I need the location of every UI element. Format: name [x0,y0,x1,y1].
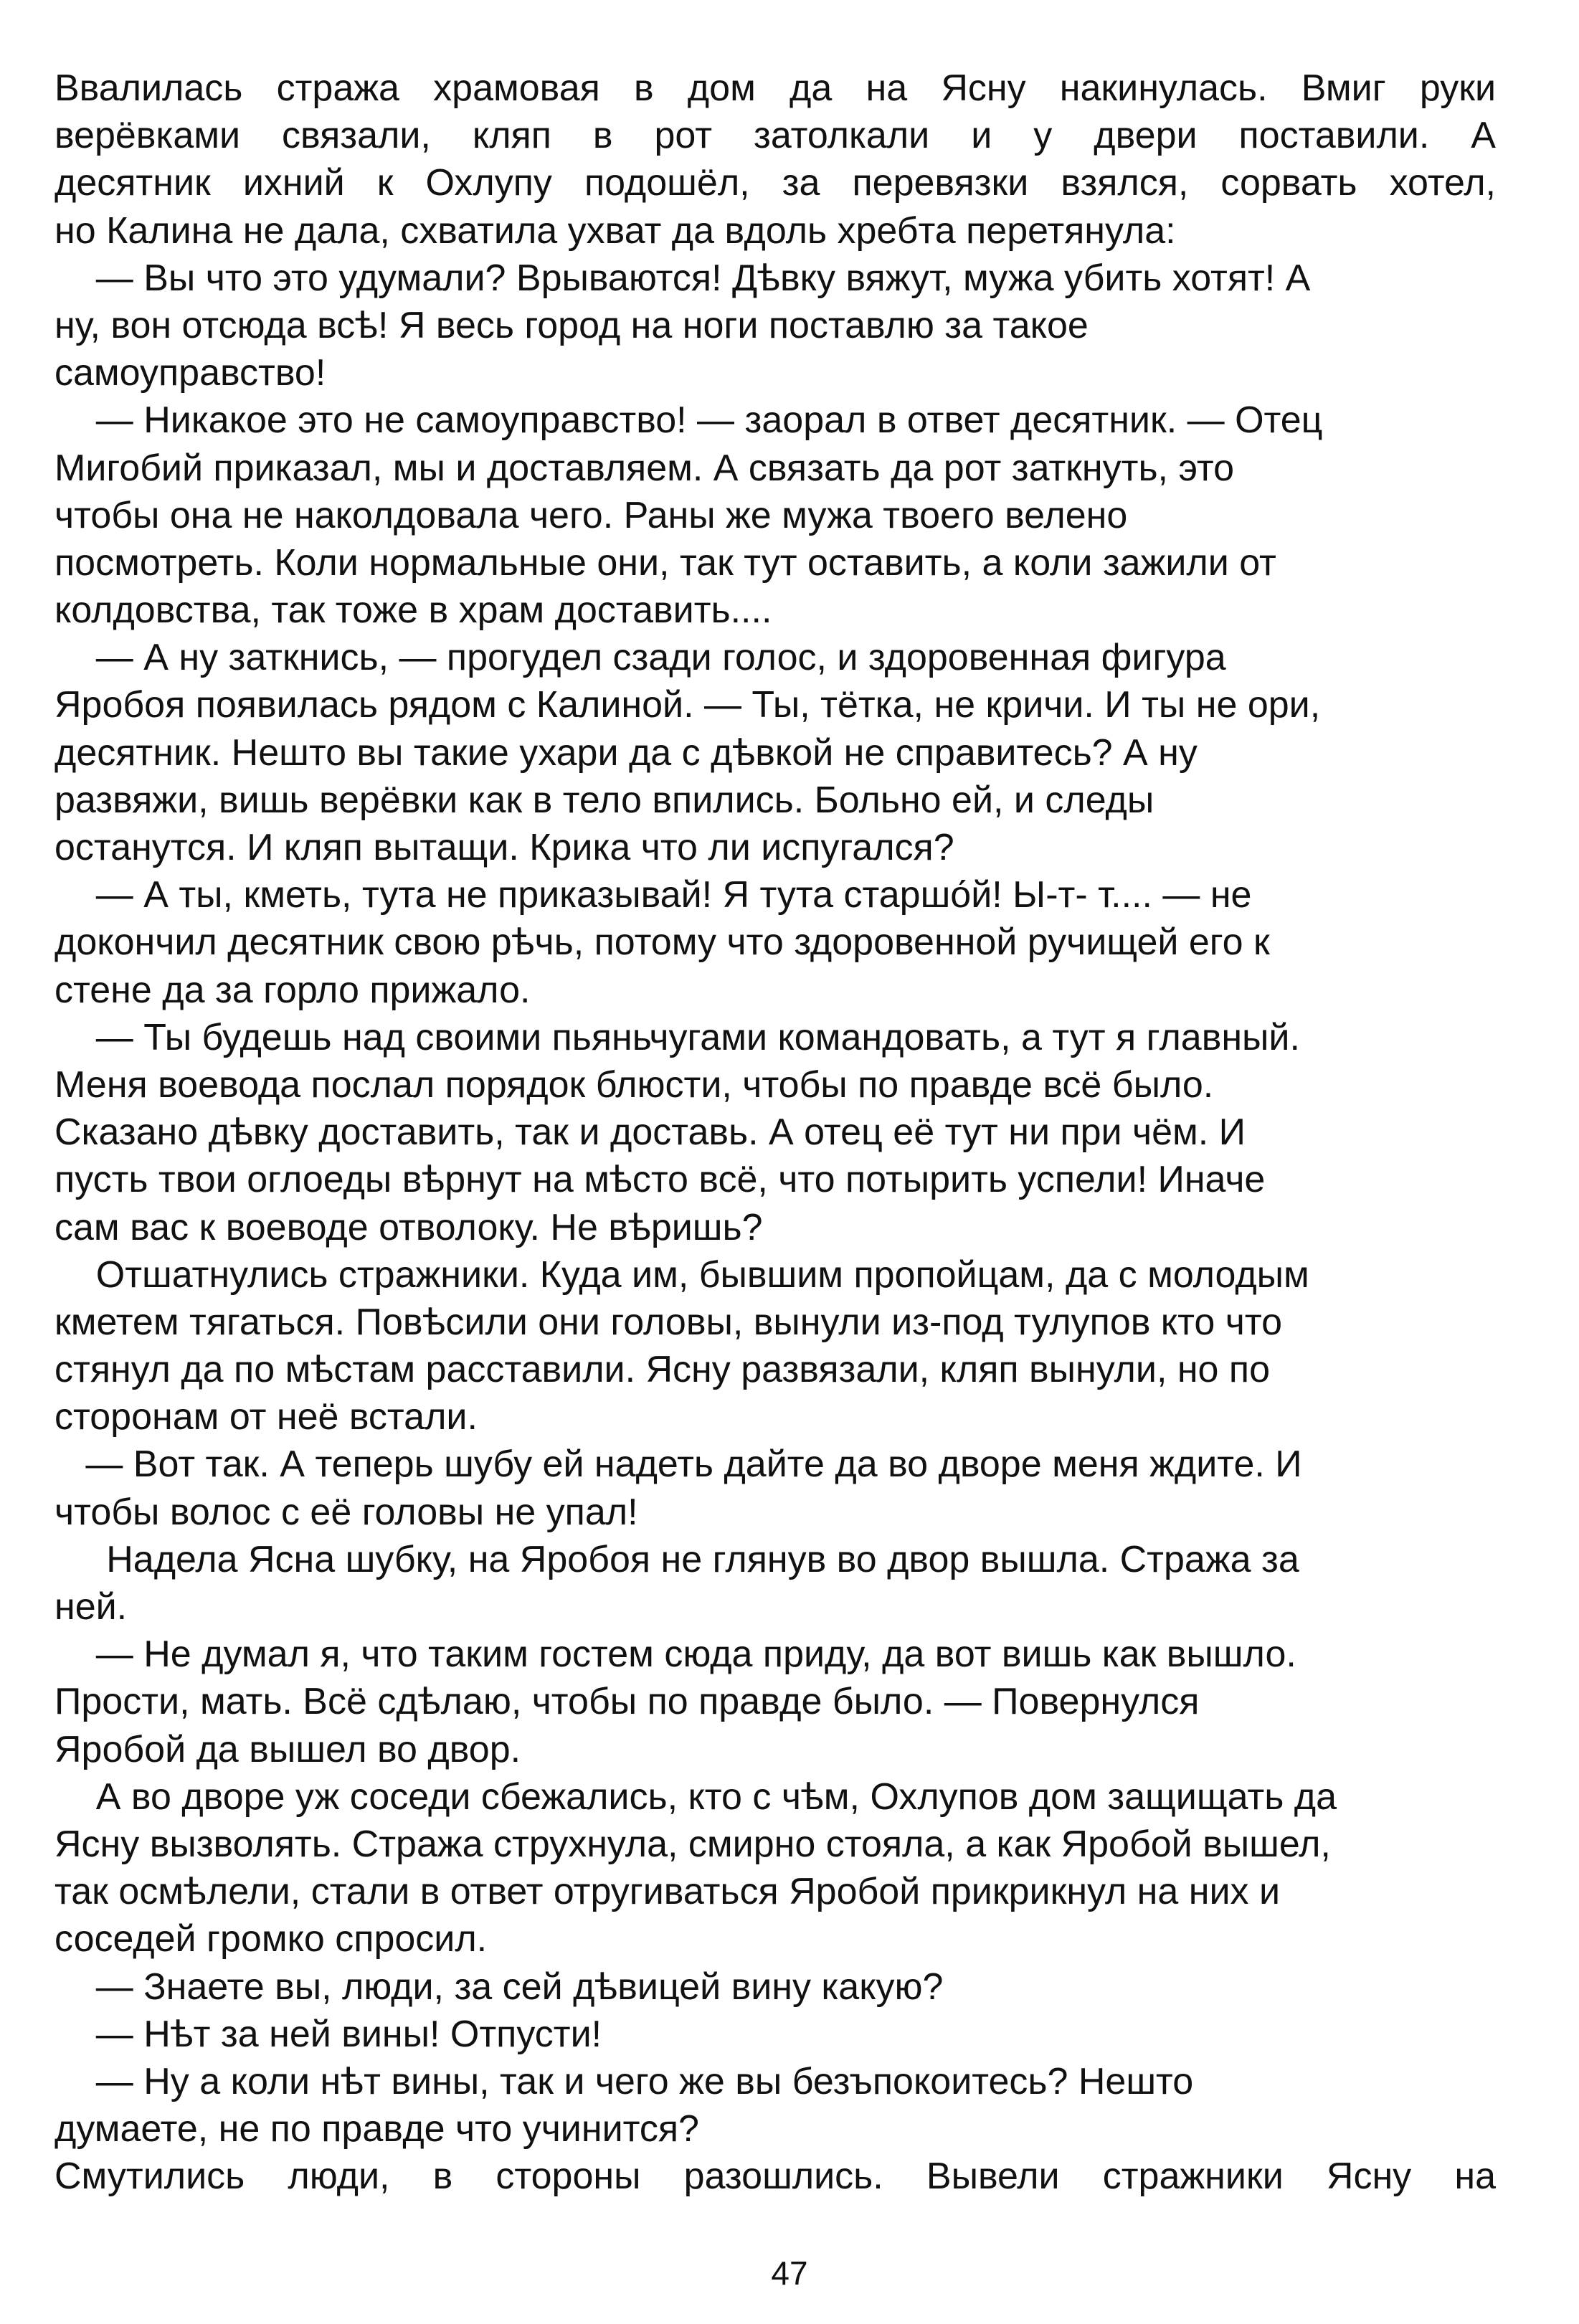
text-line: — Ты будешь над своими пьяньчугами командовать, а тут я главный. [54,1016,1300,1058]
text-line: колдовства, так тоже в храм доставить.... [54,589,772,632]
text-line: ну, вон отсюда всѣ! Я весь город на ноги поставлю за такое [54,304,1089,346]
text-line: Надела Ясна шубку, на Яробоя не глянув во двор вышла. Стража за [54,1538,1299,1580]
text-line: Отшатнулись стражники. Куда им, бывшим пропойцам, да с молодым [54,1253,1309,1296]
text-line: верёвками связали, кляп в рот затолкали и у двери поставили. А [54,115,1496,157]
text-line: пусть твои оглоеды вѣрнут на мѣсто всё, что потырить успели! Иначе [54,1159,1266,1201]
text-line: — Нѣт за ней вины! Отпусти! [54,2013,602,2055]
text-line: — А ты, кметь, тута не приказывай! Я тута старшо́й! Ы-т- т.... — не [54,874,1252,916]
text-line: стене да за горло прижало. [54,969,531,1011]
text-line: сам вас к воеводе отволоку. Не вѣришь? [54,1206,763,1248]
text-line: Прости, мать. Всё сдѣлаю, чтобы по правде было. — Повернулся [54,1681,1200,1723]
text-line: ней. [54,1586,128,1628]
text-line: — Ну а коли нѣт вины, так и чего же вы безъпокоитесь? Нешто [54,2060,1194,2102]
text-line: чтобы волос с её головы не упал! [54,1491,638,1533]
text-line: — Не думал я, что таким гостем сюда приду, да вот вишь как вышло. [54,1633,1296,1676]
text-line: Сказано дѣвку доставить, так и доставь. А отец её тут ни при чём. И [54,1111,1246,1154]
text-line: — А ну заткнись, — прогудел сзади голос, и здоровенная фигура [54,637,1226,679]
text-line: — Никакое это не самоуправство! — заорал в ответ десятник. — Отец [54,399,1323,442]
text-line: Меня воевода послал порядок блюсти, чтобы по правде всё было. [54,1063,1214,1106]
text-line: докончил десятник свою рѣчь, потому что здоровенной ручищей его к [54,921,1270,964]
text-line: но Калина не дала, схватила ухват да вдоль хребта перетянула: [54,209,1176,252]
text-line: сторонам от неё встали. [54,1396,478,1438]
text-line: останутся. И кляп вытащи. Крика что ли испугался? [54,827,954,868]
text-line: А во дворе уж соседи сбежались, кто с чѣм, Охлупов дом защищать да [54,1775,1337,1818]
text-line: Яробой да вышел во двор. [54,1728,521,1770]
text-line: Яробоя появилась рядом с Калиной. — Ты, тётка, не кричи. И ты не ори, [54,684,1321,726]
text-line: соседей громко спросил. [54,1918,488,1960]
text-line: десятник ихний к Охлупу подошёл, за перевязки взялся, сорвать хотел, [54,162,1496,204]
text-line: десятник. Нешто вы такие ухари да с дѣвкой не справитесь? А ну [54,731,1198,774]
page-number: 47 [771,2254,808,2292]
body-text [54,65,1496,2200]
text-line: посмотреть. Коли нормальные они, так тут оставить, а коли зажили от [54,541,1276,584]
text-line: развяжи, вишь верёвки как в тело впились. Больно ей, и следы [54,779,1154,821]
text-line: кметем тягаться. Повѣсили они головы, вынули из-под тулупов кто что [54,1301,1282,1343]
text-line: Ввалилась стража храмовая в дом да на Ясну накинулась. Вмиг руки [54,67,1496,109]
text-line: самоуправство! [54,352,326,394]
text-line: так осмѣлели, стали в ответ отругиваться Яробой прикрикнул на них и [54,1871,1281,1913]
text-line: думаете, не по правде что учинится? [54,2108,699,2150]
text-line: стянул да по мѣстам расставили. Ясну развязали, кляп вынули, но по [54,1349,1271,1391]
text-line: — Вот так. А теперь шубу ей надеть дайте да во дворе меня ждите. И [54,1443,1302,1486]
text-line: — Знаете вы, люди, за сей дѣвицей вину какую? [54,1965,944,2008]
text-line: Смутились люди, в стороны разошлись. Вывели стражники Ясну на [54,2155,1496,2198]
text-line: чтобы она не наколдовала чего. Раны же мужа твоего велено [54,494,1128,536]
text-line: Ясну вызволять. Стража струхнула, смирно стояла, а как Яробой вышел, [54,1823,1331,1865]
text-line: Мигобий приказал, мы и доставляем. А связать да рот заткнуть, это [54,447,1234,489]
text-line: — Вы что это удумали? Врываются! Дѣвку вяжут, мужа убить хотят! А [54,257,1311,299]
